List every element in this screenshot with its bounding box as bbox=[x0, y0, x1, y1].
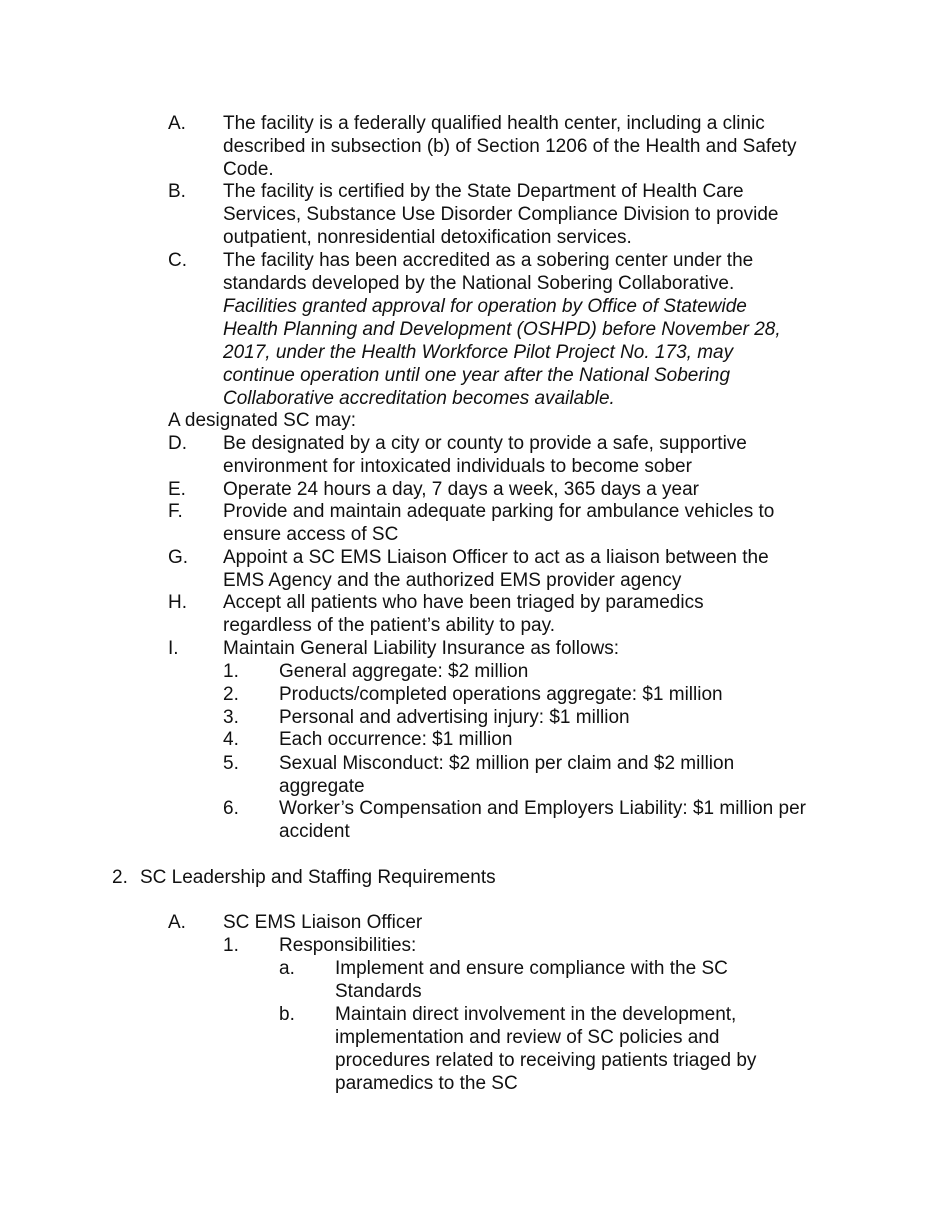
list-marker: B. bbox=[168, 181, 186, 202]
list-item-text: environment for intoxicated individuals to become sober bbox=[223, 456, 692, 477]
italic-note: Health Planning and Development (OSHPD) before November 28, bbox=[223, 319, 781, 340]
list-item-text: The facility is a federally qualified health center, including a clinic bbox=[223, 113, 765, 134]
list-marker: a. bbox=[279, 958, 295, 979]
list-item-text: Maintain General Liability Insurance as follows: bbox=[223, 638, 620, 659]
list-item-text: Sexual Misconduct: $2 million per claim and $2 million bbox=[279, 753, 735, 774]
list-marker: I. bbox=[168, 638, 179, 659]
list-item-text: Provide and maintain adequate parking for ambulance vehicles to bbox=[223, 501, 775, 522]
list-marker: 1. bbox=[223, 935, 239, 956]
list-item-text: standards developed by the National Sobering Collaborative. bbox=[223, 273, 735, 294]
list-item-text: paramedics to the SC bbox=[335, 1073, 518, 1094]
list-item-text: Services, Substance Use Disorder Compliance Division to provide bbox=[223, 204, 779, 225]
list-marker: C. bbox=[168, 250, 187, 271]
list-item-text: Personal and advertising injury: $1 million bbox=[279, 707, 630, 728]
list-marker: 6. bbox=[223, 798, 239, 819]
list-item-text: Code. bbox=[223, 159, 274, 180]
list-item-text: Be designated by a city or county to provide a safe, supportive bbox=[223, 433, 747, 454]
list-item-text: Worker’s Compensation and Employers Liability: $1 million per bbox=[279, 798, 806, 819]
subsection-title: SC EMS Liaison Officer bbox=[223, 912, 423, 933]
section-title: SC Leadership and Staffing Requirements bbox=[140, 867, 496, 888]
italic-note: 2017, under the Health Workforce Pilot Project No. 173, may bbox=[223, 342, 734, 363]
list-marker: A. bbox=[168, 113, 186, 134]
list-item-text: procedures related to receiving patients triaged by bbox=[335, 1050, 757, 1071]
list-item-text: implementation and review of SC policies and bbox=[335, 1027, 720, 1048]
list-marker: F. bbox=[168, 501, 183, 522]
list-item-text: Products/completed operations aggregate: $1 million bbox=[279, 684, 723, 705]
list-item-text: The facility is certified by the State Department of Health Care bbox=[223, 181, 744, 202]
list-marker: D. bbox=[168, 433, 187, 454]
list-item-text: Implement and ensure compliance with the SC bbox=[335, 958, 728, 979]
list-marker: 2. bbox=[223, 684, 239, 705]
intro-text: A designated SC may: bbox=[168, 410, 356, 431]
list-marker: b. bbox=[279, 1004, 295, 1025]
list-item-text: The facility has been accredited as a sobering center under the bbox=[223, 250, 754, 271]
list-marker: E. bbox=[168, 479, 186, 500]
list-item-text: Standards bbox=[335, 981, 422, 1002]
section-number: 2. bbox=[112, 867, 128, 888]
list-item-text: outpatient, nonresidential detoxification services. bbox=[223, 227, 632, 248]
list-item-text: Accept all patients who have been triaged by paramedics bbox=[223, 592, 704, 613]
list-item-text: aggregate bbox=[279, 776, 365, 797]
italic-note: Facilities granted approval for operation by Office of Statewide bbox=[223, 296, 747, 317]
list-item-text: described in subsection (b) of Section 1206 of the Health and Safety bbox=[223, 136, 797, 157]
italic-note: Collaborative accreditation becomes available. bbox=[223, 388, 615, 409]
italic-note: continue operation until one year after the National Sobering bbox=[223, 365, 731, 386]
list-item-text: regardless of the patient’s ability to pay. bbox=[223, 615, 555, 636]
list-marker: 1. bbox=[223, 661, 239, 682]
list-item-text: accident bbox=[279, 821, 350, 842]
list-item-text: Operate 24 hours a day, 7 days a week, 365 days a year bbox=[223, 479, 699, 500]
list-item-text: Maintain direct involvement in the development, bbox=[335, 1004, 737, 1025]
list-marker: H. bbox=[168, 592, 187, 613]
list-item-text: ensure access of SC bbox=[223, 524, 399, 545]
list-item-text: General aggregate: $2 million bbox=[279, 661, 529, 682]
list-marker: 5. bbox=[223, 753, 239, 774]
list-marker: G. bbox=[168, 547, 189, 568]
list-item-text: EMS Agency and the authorized EMS provider agency bbox=[223, 570, 682, 591]
list-item-text: Each occurrence: $1 million bbox=[279, 729, 513, 750]
list-marker: A. bbox=[168, 912, 186, 933]
list-item-text: Responsibilities: bbox=[279, 935, 417, 956]
list-item-text: Appoint a SC EMS Liaison Officer to act as a liaison between the bbox=[223, 547, 769, 568]
list-marker: 3. bbox=[223, 707, 239, 728]
list-marker: 4. bbox=[223, 729, 239, 750]
